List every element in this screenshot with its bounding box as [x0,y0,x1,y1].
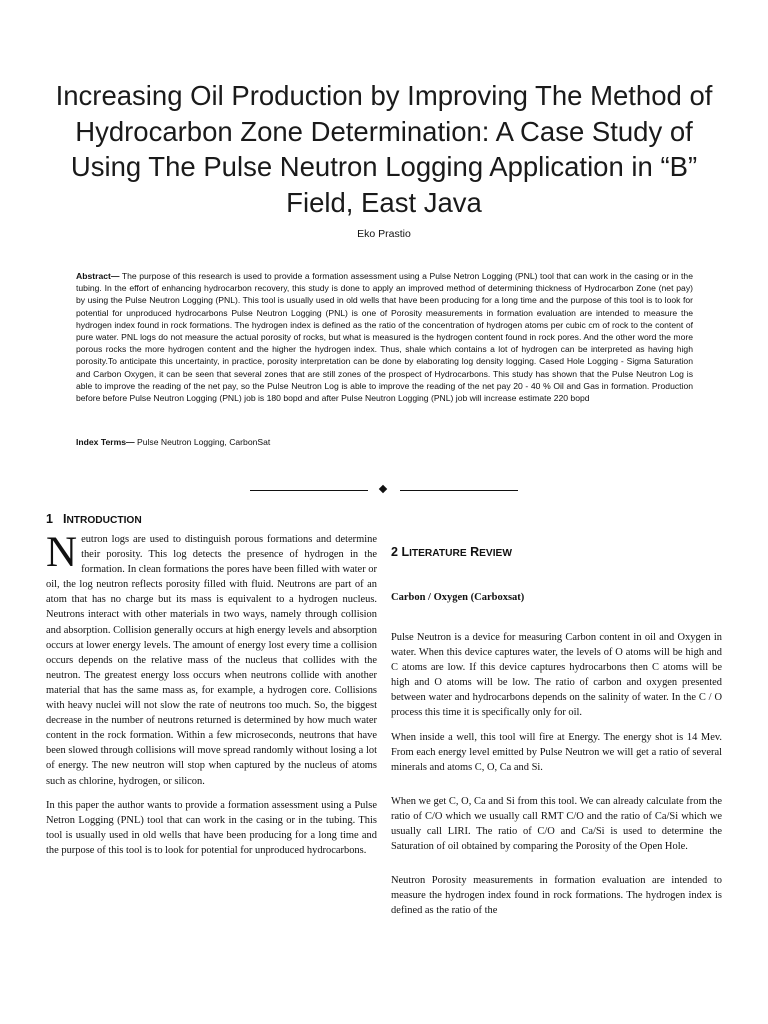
section-heading-literature-review [391,545,512,559]
index-terms-text: Pulse Neutron Logging, CarbonSat [134,437,271,447]
abstract-label: Abstract— [76,271,120,281]
index-terms-label: Index Terms— [76,437,135,447]
column-left [46,529,377,867]
diamond-icon [379,485,387,493]
section-number: 1 [46,512,53,526]
lit-paragraph-3: When we get C, O, Ca and Si from this tool. We can already calculate from the ratio of C/O which we usually call RMT C/O and the ratio of Ca/Si which we usually call LIRI. The ratio of C/O and Ca/Si is used to determine the Saturation of oil obtained by comparing the Porosity of the Open Hole. [391,795,722,853]
section-divider [0,483,768,497]
lit-paragraph-2: When inside a well, this tool will fire at Energy. The energy shot is 14 Mev. From each energy level emitted by Pulse Neutron we will get a ratio of several minerals and atoms C, O, Ca and Si. [391,731,722,773]
lit-paragraph-4: Neutron Porosity measurements in formation evaluation are intended to measure the hydrogen index found in rock formations. The hydrogen index is defined as the ratio of the [391,875,722,917]
column-right [391,630,722,928]
heading-rest: NTRODUCTION [66,515,142,526]
divider-line-right [400,490,518,491]
heading-initial: I [62,512,67,526]
paper-title: Increasing Oil Production by Improving The Method of Hydrocarbon Zone Determination: A Case Study of Using The Pulse Neutron Logging Application in “B” Field, East Java [55,80,713,218]
intro-paragraph-1 [46,529,377,789]
section-heading-introduction [46,512,142,526]
heading-rest: ITERATURE [409,548,467,559]
subheading-carboxsat: Carbon / Oxygen (Carboxsat) [391,592,525,603]
lit-paragraph-1: Pulse Neutron is a device for measuring Carbon content in oil and Oxygen in water. When this device captures water, the levels of O atoms will be high and C atoms are low. If this device captures hydrocarbons then C atoms will be high and O atoms will be low. The ratio of carbon and oxygen presented between water and hydrocarbons depends on the salinity of water. In the C / O process this time it is specifically only for oil. [391,632,722,719]
author-name: Eko Prastio [357,228,411,240]
abstract-text: The purpose of this research is used to provide a formation assessment using a Pulse Netron Logging (PNL) tool that can work in the casing or in the tubing. In the effort of enhancing hydrocarbon recovery, this study is done to apply an improved method of determining thickness of Hydrocarbon Zone (net pay) by using the Pulse Neutron Logging (PNL). This tool is usually used in old wells that have been producing for a long time and the purpose of this tool is to look for potential for unproduced hydrocarbons Pulse Neutron Logging (PNL) is one of Porosity measurements in formation evaluation are intended to measure the hydrogen index found in rock formations. The hydrogen index is defined as the ratio of the concentration of hydrogen atoms per cubic cm of rock to the content of pure water. PNL logs do not measure the actual porosity of rocks, but what is measured is the hydrogen content found in rock pores. And the other word the more porous rocks the more hydrogen content and the higher the hydrogen index. Thus, shale which contains a lot of hydrogen can be interpreted as having high porosity.To anticipate this uncertainty, in practice, porosity interpretation can be done by elaborating log density logging. Cased Hole Logging - Sigma Saturation and Carbon Oxygen, it can be seen that several zones that are still zones of the prospect of Hydrocarbons. This study has shown that the Pulse Neutron Log is able to improve the reading of the net pay, so the Pulse Neutron Log is able to improve the reading of the net pay 20 - 40 % Oil and Gas in formation. Production before before Pulse Neutron Logging (PNL) job is 180 bopd and after Pulse Neutron Logging (PNL) job will increase estimate 220 bopd [76,271,693,404]
section-number: 2 [391,545,398,559]
heading-initial: L [401,545,410,559]
intro-paragraph-2: In this paper the author wants to provide a formation assessment using a Pulse Netron Logging (PNL) tool that can work in the casing or in the tubing. This tool is usually used in old wells that have been producing for a long time and the purpose of this tool is to look for potential for unproduced hydrocarbons. [46,799,377,856]
divider-line-left [250,490,368,491]
abstract [76,270,693,404]
drop-cap: N [46,529,78,576]
heading-rest: EVIEW [479,548,512,559]
intro-paragraph-1-text: eutron logs are used to distinguish porous formations and determine their porosity. This log detects the presence of hydrogen in the formation. In clean formations the pores have been filled with water or oil, the log neutron reflects porosity filled with fluid. Neutrons are part of an atom that has no charge but its mass is equivalent to a hydrogen nucleus. Neutrons interact with other materials in two ways, namely through collision and absorption. Collision generally occurs at high energy levels and absorption occurs at lower energy levels. The amount of energy lost every time a collision occurs depends on the relative mass of the nucleus that collides with the neutron. The greatest energy loss occurs when neutrons collide with another material that has the same mass as, for example, a hydrogen core. Collisions with heavy nuclei will not slow the rate of neutrons too much. So, the biggest decrease in the number of neutrons returned is determined by how much water content in the rock formation. Within a few microseconds, neutrons that have been slowed through collisions will move spread randomly without losing a lot of energy. The new neutron will stop when captured by the nucleus of atoms such as chlorine, hydrogen, or silicon. [46,534,377,787]
index-terms [76,436,693,448]
heading-initial: R [470,545,480,559]
